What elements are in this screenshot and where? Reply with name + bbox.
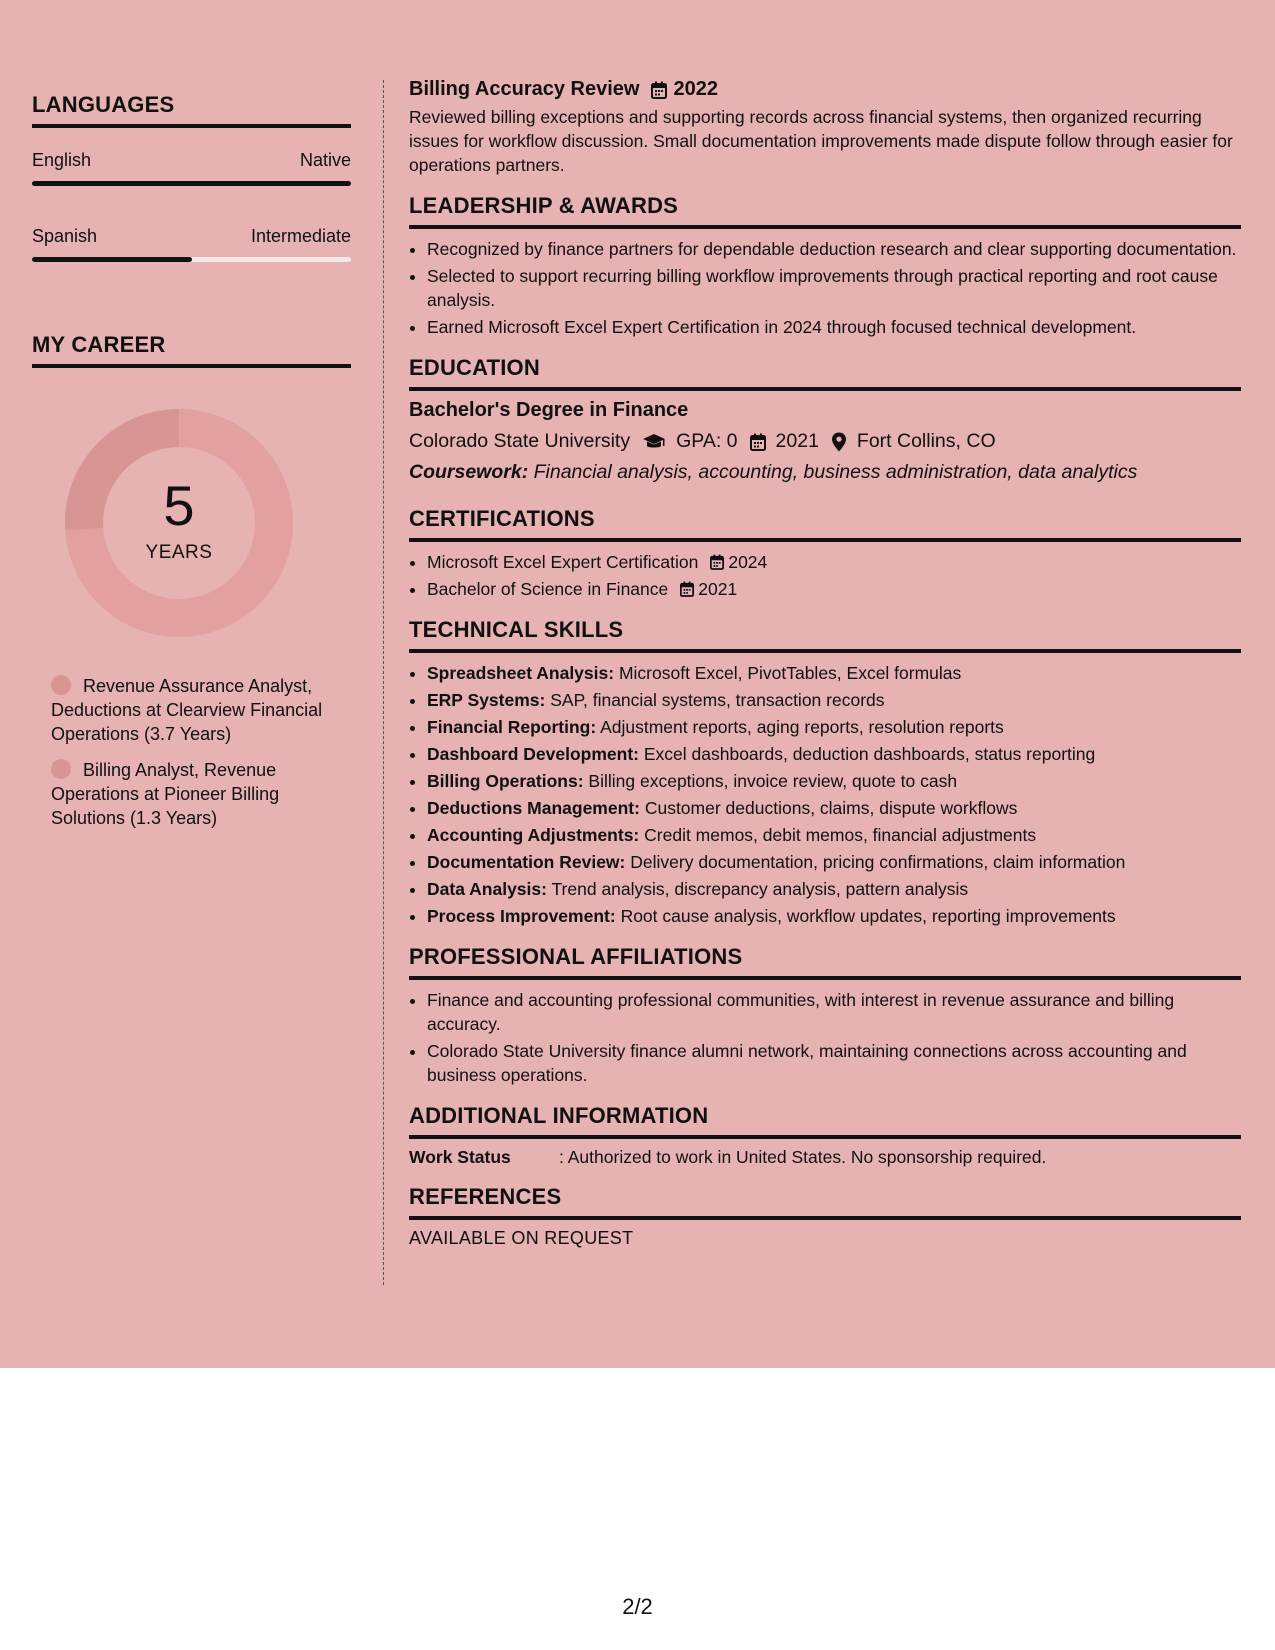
language-proficiency-fill [32,257,192,262]
career-entry-text: Revenue Assurance Analyst, Deductions at Clearview Financial Operations (3.7 Years) [51,676,323,744]
career-donut-chart [64,408,294,638]
list-item: • Selected to support recurring billing workflow improvements through practical reporting and root cause analysis. [427,264,1241,312]
skill-value: Microsoft Excel, PivotTables, Excel formulas [618,663,962,683]
skill-value: Root cause analysis, workflow updates, reporting improvements [620,906,1116,926]
education-year: 2021 [775,430,819,452]
language-level: Native [299,150,351,170]
language-level: Intermediate [250,226,351,246]
certification-year: 2024 [728,552,768,572]
education-gpa: GPA: 0 [676,430,738,452]
list-item [427,715,1241,739]
certification-year: 2021 [698,579,738,599]
skill-label: ERP Systems: [427,690,546,710]
skill-label: Deductions Management: [427,798,640,818]
additional-info-heading: ADDITIONAL INFORMATION [409,1103,1241,1139]
skill-value: Credit memos, debit memos, financial adjustments [644,825,1037,845]
skill-label: Billing Operations: [427,771,584,791]
career-dot-icon [51,759,71,779]
language-proficiency-bar [32,257,351,262]
skill-label: Dashboard Development: [427,744,639,764]
language-proficiency-fill [32,181,351,186]
affiliations-heading: PROFESSIONAL AFFILIATIONS [409,944,1241,980]
certification-name: • Bachelor of Science in Finance [427,579,669,599]
calendar-icon [651,81,667,99]
references-text: AVAILABLE ON REQUEST [409,1228,634,1248]
right-column [409,78,1241,1249]
education-section [409,355,1241,484]
list-item [427,688,1241,712]
graduation-cap-icon [642,433,666,451]
career-years-label: YEARS [145,542,213,563]
column-divider [383,80,384,1285]
skill-value: Customer deductions, claims, dispute workflows [644,798,1018,818]
list-item [427,850,1241,874]
list-item [427,550,1241,574]
list-item [427,823,1241,847]
language-item [32,150,351,186]
career-entry [51,758,351,830]
skill-label: Spreadsheet Analysis: [427,663,615,683]
skill-label: Data Analysis: [427,879,547,899]
leadership-heading: LEADERSHIP & AWARDS [409,193,1241,229]
list-item [427,877,1241,901]
calendar-icon [750,433,766,451]
education-location: Fort Collins, CO [856,430,996,452]
list-item: • Earned Microsoft Excel Expert Certification in 2024 through focused technical development. [427,315,1241,339]
education-school: Colorado State University [409,430,631,452]
language-name: English [32,150,92,170]
list-item: • Finance and accounting professional communities, with interest in revenue assurance and billing accuracy. [427,988,1241,1036]
skills-heading: TECHNICAL SKILLS [409,617,1241,653]
coursework-label: Coursework: [409,461,529,483]
skill-value: Excel dashboards, deduction dashboards, status reporting [643,744,1096,764]
education-heading: EDUCATION [409,355,1241,391]
certifications-heading: CERTIFICATIONS [409,506,1241,542]
project-section [409,78,1241,177]
work-status-label: Work Status [409,1147,511,1167]
list-item [427,904,1241,928]
additional-info-section [409,1103,1241,1168]
education-degree: Bachelor's Degree in Finance [409,399,689,421]
skill-value: Adjustment reports, aging reports, resolution reports [600,717,1004,737]
list-item [427,769,1241,793]
references-heading: REFERENCES [409,1184,1241,1220]
affiliations-section [409,944,1241,1087]
career-list [32,674,351,830]
skill-label: Financial Reporting: [427,717,597,737]
language-proficiency-bar [32,181,351,186]
career-entry-text: Billing Analyst, Revenue Operations at Pioneer Billing Solutions (1.3 Years) [51,760,280,828]
language-item [32,226,351,262]
list-item: • Recognized by finance partners for dependable deduction research and clear supporting documentation. [427,237,1241,261]
project-year: 2022 [673,78,718,100]
list-item [427,742,1241,766]
skill-value: Delivery documentation, pricing confirmations, claim information [630,852,1126,872]
list-item: • Colorado State University finance alumni network, maintaining connections across accounting and business operations. [427,1039,1241,1087]
project-title: Billing Accuracy Review [409,78,640,100]
work-status-value: : Authorized to work in United States. No sponsorship required. [559,1147,1047,1167]
project-description: Reviewed billing exceptions and supporting records across financial systems, then organized recurring issues for workflow discussion. Small documentation improvements made dispute follow through easier for operations partners. [409,107,1233,175]
education-coursework [409,461,1241,484]
references-section [409,1184,1241,1249]
career-entry [51,674,351,746]
skill-label: Process Improvement: [427,906,616,926]
language-name: Spanish [32,226,98,246]
skill-value: Billing exceptions, invoice review, quote to cash [588,771,958,791]
certification-name: • Microsoft Excel Expert Certification [427,552,699,572]
left-column [32,92,351,842]
page-number: 2/2 [622,1594,653,1619]
skill-value: SAP, financial systems, transaction records [550,690,885,710]
career-dot-icon [51,675,71,695]
skill-label: Accounting Adjustments: [427,825,640,845]
leadership-section [409,193,1241,339]
skill-value: Trend analysis, discrepancy analysis, pattern analysis [551,879,969,899]
calendar-icon [710,554,724,570]
career-heading: MY CAREER [32,332,351,368]
list-item [427,661,1241,685]
map-pin-icon [831,432,847,452]
certifications-section [409,506,1241,601]
skill-label: Documentation Review: [427,852,626,872]
list-item [427,577,1241,601]
calendar-icon [680,581,694,597]
list-item [427,796,1241,820]
skills-section [409,617,1241,928]
career-total-years: 5 [163,474,195,537]
coursework-text: Financial analysis, accounting, business administration, data analytics [533,461,1138,483]
languages-heading: LANGUAGES [32,92,351,128]
